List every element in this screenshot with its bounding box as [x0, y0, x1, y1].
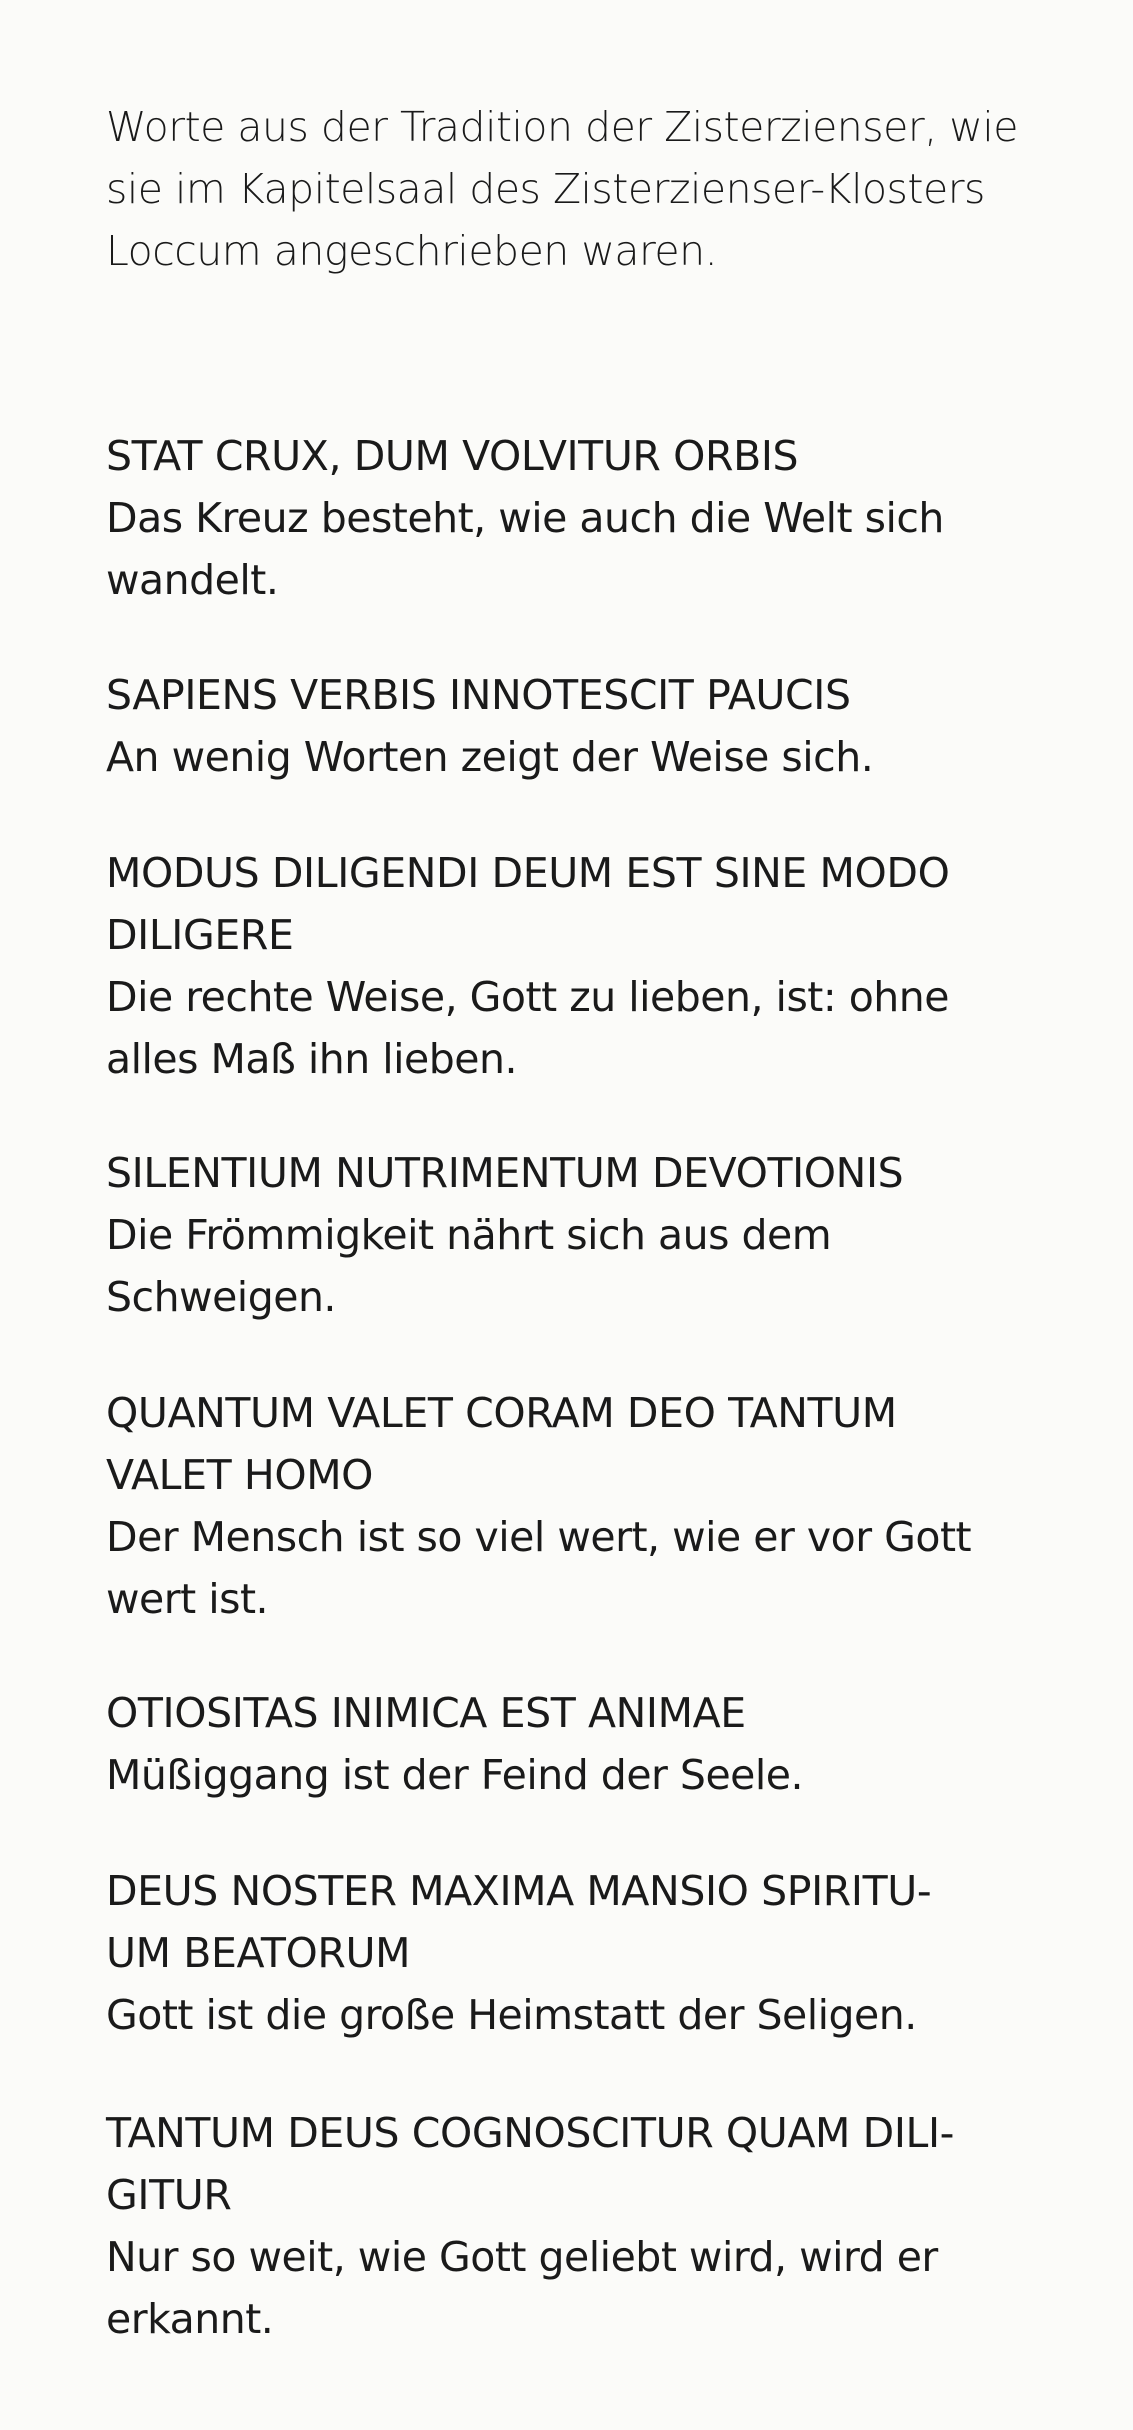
latin-line: VALET HOMO	[106, 1451, 374, 1499]
german-line: Der Mensch ist so viel wert, wie er vor Gott	[106, 1513, 972, 1561]
latin-line: TANTUM DEUS COGNOSCITUR QUAM DILI-	[106, 2109, 955, 2157]
german-line: wert ist.	[106, 1575, 269, 1623]
german-line: Gott ist die große Heimstatt der Seligen.	[106, 1991, 917, 2039]
latin-line: SAPIENS VERBIS INNOTESCIT PAUCIS	[106, 671, 851, 719]
german-line: Müßiggang ist der Feind der Seele.	[106, 1751, 804, 1799]
intro-line: Worte aus der Tradition der Zisterzienser, wie	[106, 103, 1018, 151]
quote-block	[106, 1142, 1106, 1328]
latin-line: GITUR	[106, 2171, 232, 2219]
latin-line: DILIGERE	[106, 911, 294, 959]
german-line: Nur so weit, wie Gott geliebt wird, wird er	[106, 2233, 938, 2281]
quote-block	[106, 1382, 1106, 1630]
quote-block	[106, 842, 1106, 1090]
quote-block	[106, 1860, 1106, 2046]
german-line: Die Frömmigkeit nährt sich aus dem	[106, 1211, 832, 1259]
intro-line: sie im Kapitelsaal des Zisterzienser-Klosters	[106, 165, 985, 213]
latin-line: UM BEATORUM	[106, 1929, 411, 1977]
intro-line: Loccum angeschrieben waren.	[106, 227, 718, 275]
intro-paragraph	[106, 96, 1086, 282]
german-line: Das Kreuz besteht, wie auch die Welt sich	[106, 494, 944, 542]
latin-line: DEUS NOSTER MAXIMA MANSIO SPIRITU-	[106, 1867, 932, 1915]
german-line: wandelt.	[106, 556, 279, 604]
latin-line: OTIOSITAS INIMICA EST ANIMAE	[106, 1689, 746, 1737]
german-line: Schweigen.	[106, 1273, 336, 1321]
quote-block	[106, 425, 1106, 611]
latin-line: MODUS DILIGENDI DEUM EST SINE MODO	[106, 849, 950, 897]
quote-block	[106, 2102, 1106, 2350]
german-line: Die rechte Weise, Gott zu lieben, ist: ohne	[106, 973, 950, 1021]
german-line: erkannt.	[106, 2295, 274, 2343]
german-line: An wenig Worten zeigt der Weise sich.	[106, 733, 874, 781]
latin-line: QUANTUM VALET CORAM DEO TANTUM	[106, 1389, 897, 1437]
quote-block	[106, 664, 1106, 788]
latin-line: SILENTIUM NUTRIMENTUM DEVOTIONIS	[106, 1149, 904, 1197]
quote-block	[106, 1682, 1106, 1806]
latin-line: STAT CRUX, DUM VOLVITUR ORBIS	[106, 432, 799, 480]
german-line: alles Maß ihn lieben.	[106, 1035, 518, 1083]
